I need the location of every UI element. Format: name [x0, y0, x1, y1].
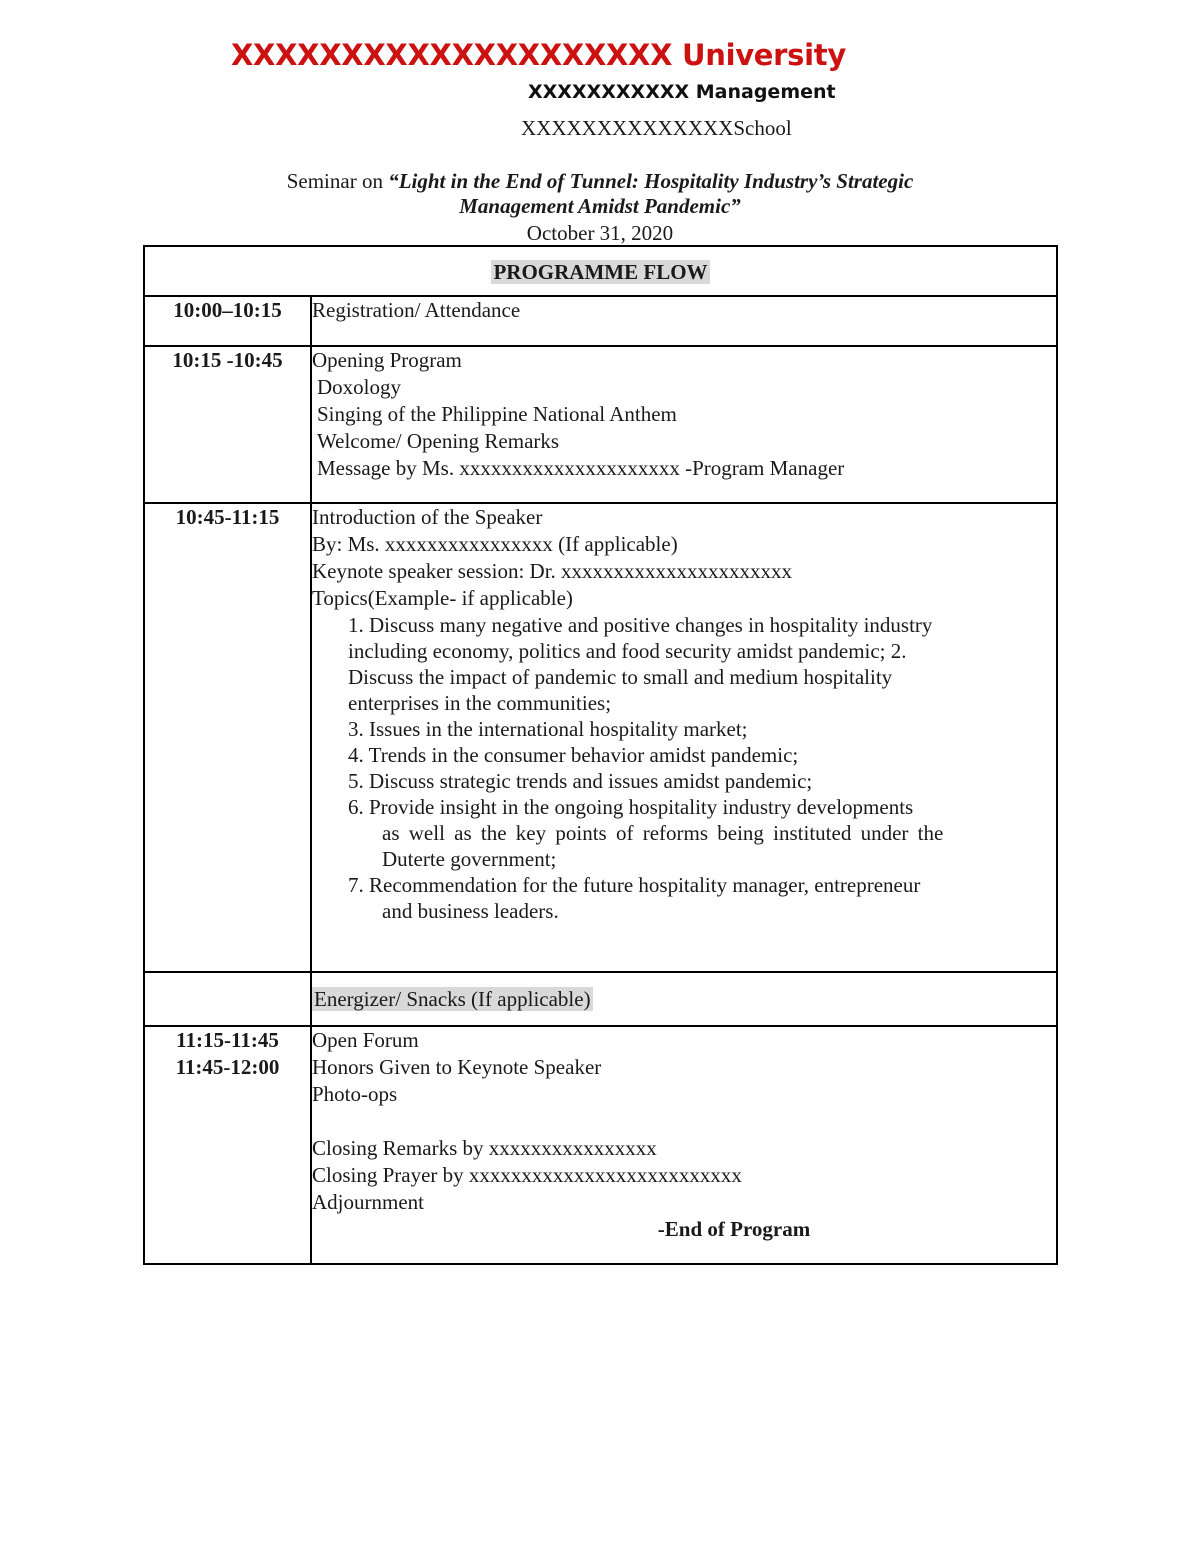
- activity-item: Introduction of the Speaker: [312, 505, 543, 529]
- activity-item: Energizer/ Snacks (If applicable): [314, 987, 591, 1011]
- topic-line: 5. Discuss strategic trends and issues amidst pandemic;: [348, 769, 813, 793]
- time-label: 11:15-11:45: [176, 1028, 279, 1052]
- seminar-title-line-2: [150, 193, 1050, 219]
- activity-item: Singing of the Philippine National Anthem: [317, 402, 677, 426]
- activity-item: By: Ms. xxxxxxxxxxxxxxxx (If applicable): [312, 532, 678, 556]
- activity-item: Closing Remarks by xxxxxxxxxxxxxxxx: [312, 1136, 657, 1160]
- activity-cell: [311, 1026, 1057, 1264]
- programme-heading-row: [144, 246, 1057, 296]
- school-name: XXXXXXXXXXXXXXSchool: [521, 116, 792, 140]
- time-cell: [144, 1026, 311, 1264]
- activity-item: Adjournment: [312, 1190, 424, 1214]
- activity-item: Doxology: [317, 375, 401, 399]
- topic-line: and business leaders.: [382, 899, 559, 923]
- programme-table: [143, 245, 1058, 1265]
- activity-cell: [311, 972, 1057, 1026]
- topic-line: 4. Trends in the consumer behavior amidst pandemic;: [348, 743, 799, 767]
- table-row: [144, 346, 1057, 503]
- time-cell: [144, 972, 311, 1026]
- topic-line: Duterte government;: [382, 847, 557, 871]
- activity-item: Keynote speaker session: Dr. xxxxxxxxxxxxxxxxxxxxxx: [312, 559, 793, 583]
- topic-line: including economy, politics and food security amidst pandemic; 2.: [348, 639, 907, 663]
- end-of-program: -End of Program: [657, 1217, 811, 1241]
- activity-item: Photo-ops: [312, 1082, 398, 1106]
- seminar-title: “Light in the End of Tunnel: Hospitality Industry’s Strategic: [388, 169, 914, 193]
- topic-line: 1. Discuss many negative and positive changes in hospitality industry: [348, 613, 933, 637]
- activity-cell: [311, 503, 1057, 972]
- activity-item: Closing Prayer by xxxxxxxxxxxxxxxxxxxxxxxxxx: [312, 1163, 742, 1187]
- topic-line: Discuss the impact of pandemic to small and medium hospitality: [348, 665, 893, 689]
- department-name: XXXXXXXXXXX Management: [528, 81, 836, 103]
- programme-heading: PROGRAMME FLOW: [493, 260, 708, 284]
- activity-item: Open Forum: [312, 1028, 419, 1052]
- activity-cell: [311, 346, 1057, 503]
- topic-line: as well as the key points of reforms being instituted under the: [382, 821, 944, 845]
- university-name: XXXXXXXXXXXXXXXXXXXX University: [231, 38, 846, 72]
- topic-line: 6. Provide insight in the ongoing hospitality industry developments: [348, 795, 914, 819]
- table-row: [144, 296, 1057, 346]
- seminar-title-continued: Management Amidst Pandemic”: [459, 194, 741, 218]
- topic-line: enterprises in the communities;: [348, 691, 612, 715]
- time-cell: 10:15 -10:45: [144, 346, 311, 503]
- seminar-date: October 31, 2020: [526, 221, 674, 245]
- time-cell: 10:45-11:15: [144, 503, 311, 972]
- time-label: 11:45-12:00: [175, 1055, 280, 1079]
- table-row: [144, 503, 1057, 972]
- seminar-prefix: Seminar on: [286, 169, 389, 193]
- activity-cell: [311, 296, 1057, 346]
- topic-line: 7. Recommendation for the future hospitality manager, entrepreneur: [348, 873, 921, 897]
- activity-item: Message by Ms. xxxxxxxxxxxxxxxxxxxxx -Program Manager: [317, 456, 845, 480]
- activity-item: Opening Program: [312, 348, 462, 372]
- table-row: [144, 1026, 1057, 1264]
- activity-item: Registration/ Attendance: [312, 298, 521, 322]
- topic-line: 3. Issues in the international hospitality market;: [348, 717, 748, 741]
- activity-item: Honors Given to Keynote Speaker: [312, 1055, 602, 1079]
- activity-item: Welcome/ Opening Remarks: [317, 429, 560, 453]
- activity-item: Topics(Example- if applicable): [312, 586, 573, 610]
- programme-heading-cell: [144, 246, 1057, 296]
- table-row: [144, 972, 1057, 1026]
- time-cell: 10:00–10:15: [144, 296, 311, 346]
- seminar-title-line-1: [150, 168, 1050, 194]
